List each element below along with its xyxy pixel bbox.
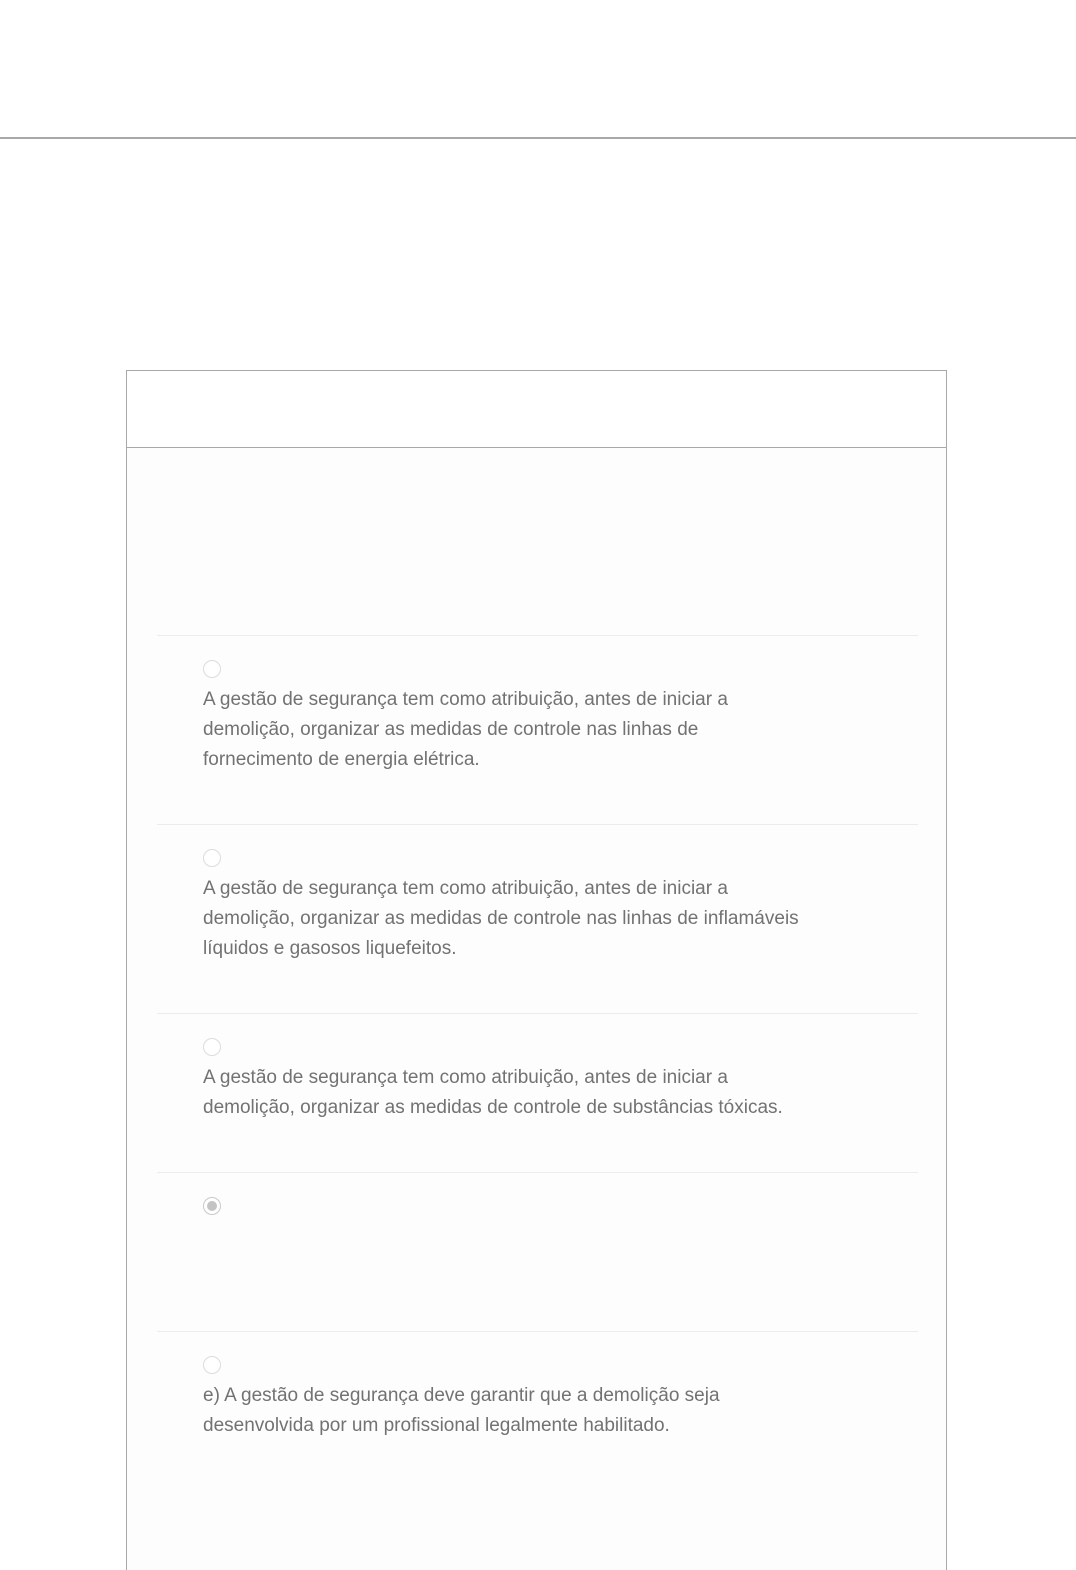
radio-button[interactable] <box>203 1356 221 1374</box>
answer-option-2[interactable] <box>157 824 918 1013</box>
radio-button[interactable] <box>203 849 221 867</box>
header-divider <box>0 137 1076 139</box>
answer-option-text: A gestão de segurança tem como atribuição, antes de iniciar a demolição, organizar as medidas de controle de substâncias tóxicas. <box>203 1067 783 1118</box>
radio-button[interactable] <box>203 1038 221 1056</box>
question-card-header <box>127 371 946 448</box>
answer-option-5[interactable] <box>157 1331 918 1551</box>
question-card <box>126 370 947 1570</box>
answer-option-text: e) A gestão de segurança deve garantir que a demolição seja desenvolvida por um profissional legalmente habilitado. <box>203 1385 720 1436</box>
answer-option-text: A gestão de segurança tem como atribuição, antes de iniciar a demolição, organizar as medidas de controle nas linhas de fornecimento de energia elétrica. <box>203 689 728 770</box>
answer-option-1[interactable] <box>157 635 918 824</box>
radio-button[interactable] <box>203 660 221 678</box>
answer-option-3[interactable] <box>157 1013 918 1172</box>
answer-option-4[interactable] <box>157 1172 918 1331</box>
answer-option-text: A gestão de segurança tem como atribuição, antes de iniciar a demolição, organizar as medidas de controle nas linhas de inflamáveis líquidos e gasosos liquefeitos. <box>203 878 799 959</box>
radio-button-selected[interactable] <box>203 1197 221 1215</box>
